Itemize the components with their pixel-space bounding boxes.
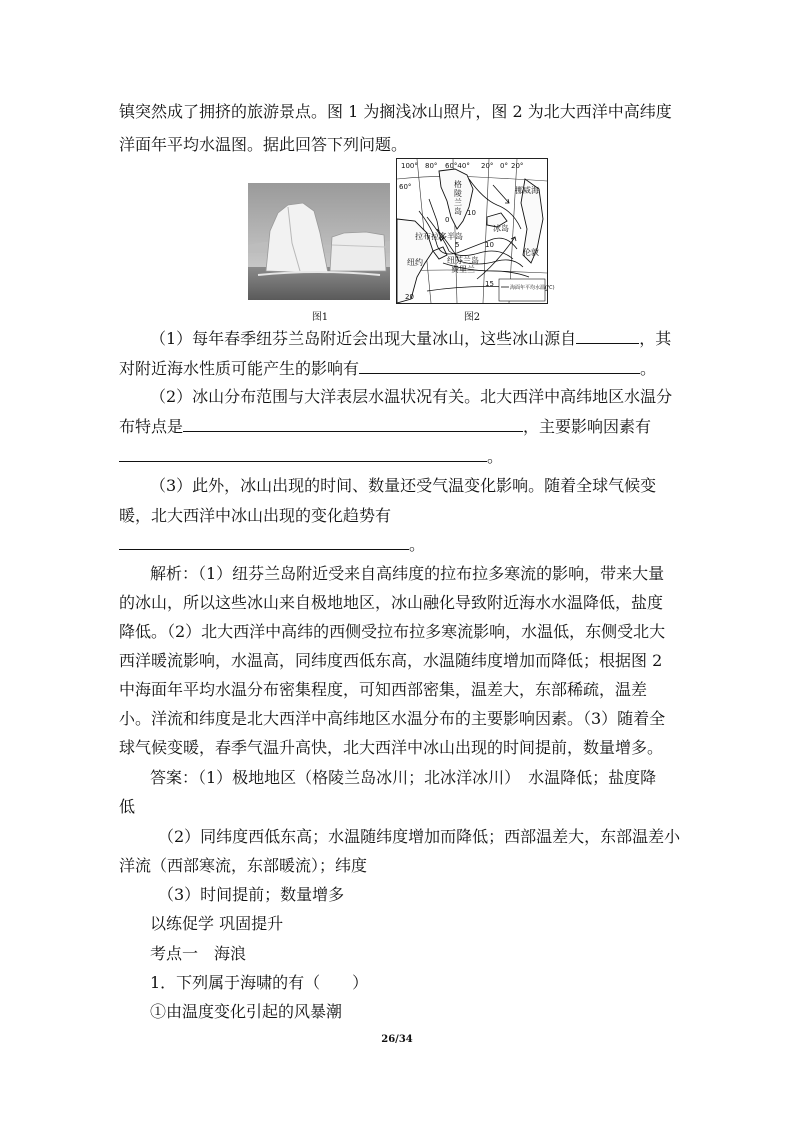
iso-label: 5 (455, 241, 460, 249)
q1-line-2 (119, 358, 656, 380)
q1-text-d: 。 (640, 359, 657, 378)
q3-line-2: 暖，北大西洋中冰山出现的变化趋势有 (119, 506, 392, 525)
analysis-line: 的冰山，所以这些冰山来自极地地区，冰山融化导致附近海水水温降低，盐度 (119, 593, 664, 612)
page-number: 26/34 (381, 1034, 413, 1045)
section-title: 以练促学 巩固提升 (150, 914, 284, 933)
question-1-option-1: ①由温度变化引起的风暴潮 (150, 1002, 343, 1021)
answer-line-4: 洋流（西部寒流，东部暖流）；纬度 (119, 856, 368, 875)
figure1-caption: 图1 (311, 312, 329, 323)
q2-blank-feature[interactable] (183, 416, 523, 432)
analysis-line: 西洋暖流影响，水温高，同纬度西低东高，水温随纬度增加而降低；根据图 2 (119, 651, 663, 670)
analysis-line: 降低。（2）北大西洋中高纬的西侧受拉布拉多寒流影响，水温低，东侧受北大 (119, 622, 666, 641)
q2-line-3 (119, 446, 503, 468)
iso-label: 10 (467, 209, 476, 217)
q2-text-d: 。 (487, 447, 504, 466)
analysis-line: 解析：（1）纽芬兰岛附近受来自高纬度的拉布拉多寒流的影响，带来大量 (150, 564, 665, 583)
q1-text-c: 对附近海水性质可能产生的影响有 (119, 359, 360, 378)
q3-line-1: （3）此外，冰山出现的时间、数量还受气温变化影响。随着全球气候变 (150, 476, 657, 495)
place-new-york: 纽约 (407, 258, 423, 267)
lon-label: 20° (481, 162, 494, 170)
lat-label: 60° (399, 183, 412, 191)
place-labrador: 拉布拉多半岛 (415, 232, 463, 241)
iso-label: 0 (445, 216, 450, 224)
q3-line-3 (119, 534, 425, 556)
intro-line-1: 镇突然成了拥挤的旅游景点。图 1 为搁浅冰山照片，图 2 为北大西洋中高纬度 (119, 102, 672, 121)
question-1-stem: 1．下列属于海啸的有（ ） (150, 973, 369, 992)
section-topic: 考点一 海浪 (150, 944, 247, 963)
q1-line-1 (150, 328, 671, 350)
place-iceland: 冰岛 (493, 224, 509, 233)
q1-blank-source[interactable] (576, 328, 639, 344)
iceberg-photo (248, 183, 390, 300)
q3-blank-trend[interactable] (119, 534, 409, 550)
place-greenland: 格陵兰岛 (454, 180, 462, 216)
answer-line-2: 低 (119, 797, 136, 816)
q2-line-2 (119, 416, 651, 438)
analysis-line: 中海面年平均水温分布密集程度，可知西部密集，温差大，东部稀疏，温差 (119, 680, 648, 699)
lon-label: 60°40° (445, 162, 470, 170)
isotherm-map (396, 158, 555, 304)
map-legend: 海面年平均水温(℃) (510, 285, 555, 291)
place-ferryland: 费里兰 (451, 265, 475, 274)
place-norwegian-sea: 挪威海 (515, 186, 539, 195)
answer-line-3: （2）同纬度西低东高；水温随纬度增加而降低；西部温差大，东部温差小 (158, 827, 681, 846)
intro-line-2: 洋面年平均水温图。据此回答下列问题。 (119, 135, 408, 154)
place-london: 伦敦 (523, 248, 539, 257)
iso-label: 20 (405, 293, 414, 301)
lon-label: 100° (401, 162, 418, 170)
q2-blank-factors[interactable] (119, 446, 487, 462)
analysis-line: 球气候变暖，春季气温升高快，北大西洋中冰山出现的时间提前，数量增多。 (119, 738, 664, 757)
q1-blank-impact[interactable] (359, 358, 640, 374)
q2-line-1: （2）冰山分布范围与大洋表层水温状况有关。北大西洋中高纬地区水温分 (150, 387, 673, 406)
analysis-line: 小。洋流和纬度是北大西洋中高纬地区水温分布的主要影响因素。（3）随着全 (119, 709, 666, 728)
answer-line-1: 答案：（1）极地地区（格陵兰岛冰川；北冰洋冰川） 水温降低；盐度降 (150, 768, 657, 787)
q2-text-c: ，主要影响因素有 (523, 417, 652, 436)
lon-label: 0° (500, 162, 508, 170)
answer-line-5: （3）时间提前；数量增多 (158, 885, 345, 904)
q1-text-b: ，其 (639, 329, 672, 348)
lon-label: 80° (425, 162, 438, 170)
figure2-caption: 图2 (463, 312, 481, 323)
lon-label: 20° (511, 162, 524, 170)
iso-label: 10 (485, 241, 494, 249)
q2-text-b: 布特点是 (119, 417, 184, 436)
place-newfoundland: 纽芬兰岛 (447, 256, 479, 265)
q1-text-a: （1）每年春季纽芬兰岛附近会出现大量冰山，这些冰山源自 (150, 329, 577, 348)
q3-text-c: 。 (409, 535, 426, 554)
iso-label: 15 (485, 280, 494, 288)
